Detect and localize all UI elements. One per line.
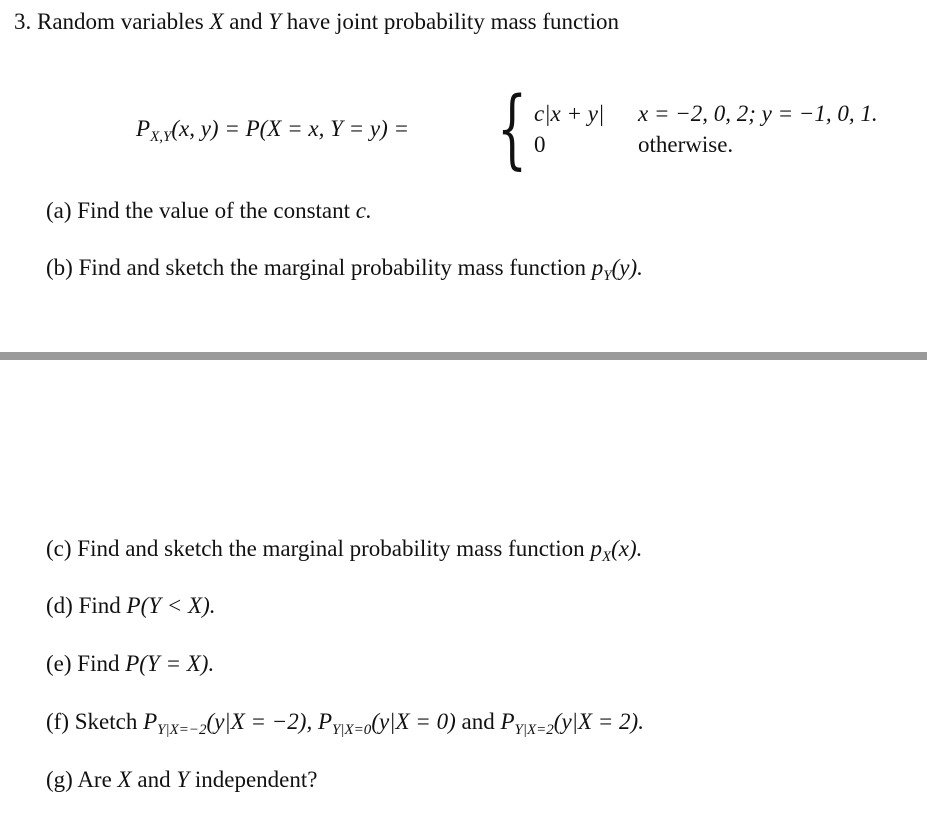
intro-post: have joint probability mass function <box>286 9 619 34</box>
part-e-label: (e) <box>46 651 72 676</box>
part-f-args3: (y|X = 2). <box>553 709 644 734</box>
part-c-label: (c) <box>46 536 72 561</box>
part-f-args1: (y|X = −2), <box>206 709 313 734</box>
var-y: Y <box>268 9 282 34</box>
part-g-and: and <box>137 767 171 792</box>
part-d-text: Find <box>78 593 121 618</box>
part-c-sub: X <box>601 549 612 565</box>
part-a-label: (a) <box>46 198 72 223</box>
part-b-func: p <box>591 255 604 280</box>
section-divider <box>0 352 927 360</box>
part-g-y: Y <box>176 767 190 792</box>
part-b-sub: Y <box>603 268 612 284</box>
part-f-sub2: Y|X=0 <box>332 722 372 738</box>
part-f-args2: (y|X = 0) <box>371 709 456 734</box>
part-f-sub1: Y|X=−2 <box>157 722 207 738</box>
part-g <box>46 768 318 791</box>
part-b-args: (y). <box>611 255 643 280</box>
part-c-args: (x). <box>611 536 643 561</box>
case1-value: c|x + y| <box>534 101 605 126</box>
pmf-func: P <box>136 116 151 141</box>
part-a-text: Find the value of the constant <box>77 198 351 223</box>
piecewise-brace: { <box>497 79 528 179</box>
pmf-args: (x, y) = P(X = x, Y = y) = <box>171 116 410 141</box>
pmf-sub: X,Y <box>150 129 172 145</box>
case2-value: 0 <box>534 132 546 157</box>
problem-statement <box>14 10 619 33</box>
part-g-label: (g) <box>46 767 73 792</box>
case2-condition: otherwise. <box>638 132 734 157</box>
part-f-and: and <box>461 709 495 734</box>
part-f-p2: P <box>317 709 333 734</box>
part-d <box>46 594 216 617</box>
case1-condition: x = −2, 0, 2; y = −1, 0, 1. <box>638 101 878 126</box>
intro-text: Random variables <box>37 9 204 34</box>
part-c-text: Find and sketch the marginal probability mass function <box>77 536 585 561</box>
part-c-func: p <box>590 536 602 561</box>
part-c <box>46 536 643 565</box>
var-x: X <box>209 9 224 34</box>
part-e-math: P(Y = X). <box>125 651 215 676</box>
problem-number: 3. <box>14 9 32 34</box>
part-f-sub3: Y|X=2 <box>514 722 554 738</box>
part-g-x: X <box>117 767 132 792</box>
part-d-math: P(Y < X). <box>126 593 216 618</box>
part-e <box>46 652 214 675</box>
part-b-label: (b) <box>46 255 73 280</box>
part-a-math: c. <box>355 198 372 223</box>
part-e-text: Find <box>77 651 120 676</box>
pmf-lhs <box>136 116 410 145</box>
part-f <box>46 709 644 738</box>
part-d-label: (d) <box>46 593 73 618</box>
part-f-p3: P <box>500 709 515 734</box>
part-g-text1: Are <box>77 767 112 792</box>
part-g-text2: independent? <box>194 767 318 792</box>
part-f-text: Sketch <box>74 709 138 734</box>
part-f-label: (f) <box>46 709 69 734</box>
part-b-text: Find and sketch the marginal probability mass function <box>78 255 586 280</box>
part-f-p1: P <box>143 709 158 734</box>
part-a <box>46 199 372 222</box>
part-b <box>46 255 643 284</box>
intro-and: and <box>229 9 263 34</box>
